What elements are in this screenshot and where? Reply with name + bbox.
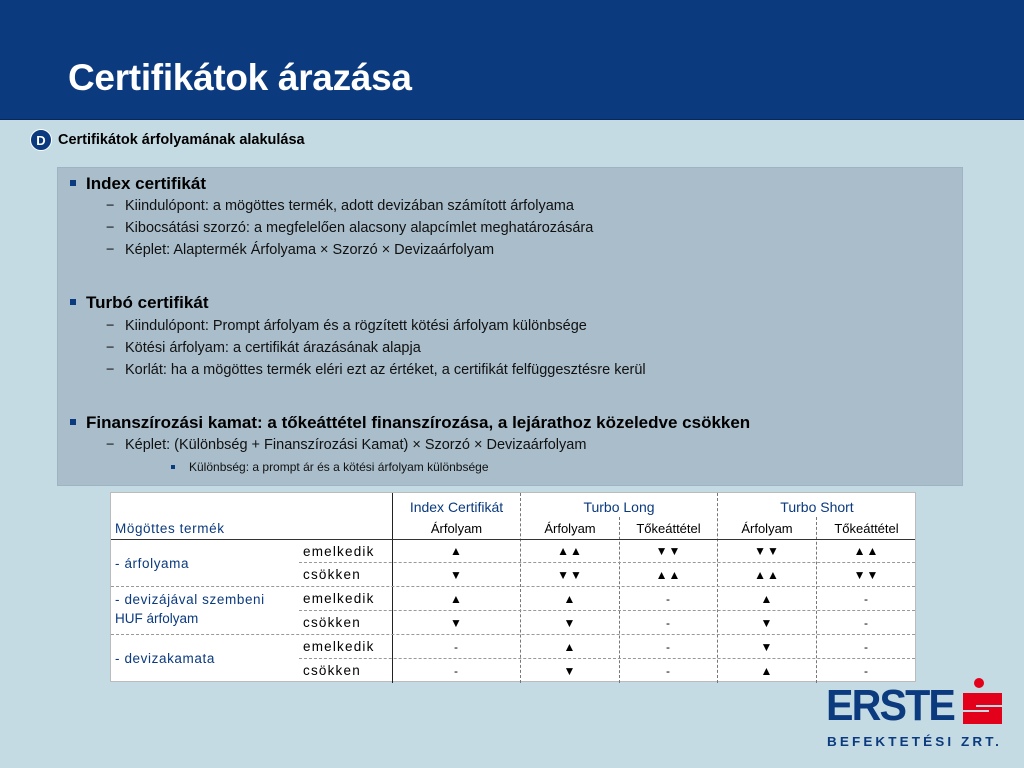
slide-title: Certifikátok árazása <box>68 57 412 98</box>
sub-item-text: Kötési árfolyam: a certifikát árazásának alapja <box>125 340 421 356</box>
sub-item: − Képlet: (Különbség + Finanszírozási Kamat) × Szorzó × Devizaárfolyam <box>106 437 587 453</box>
table-cell: ▲▲ <box>655 567 682 582</box>
direction-label: csökken <box>303 615 361 630</box>
bullet-square-icon <box>70 419 76 425</box>
erste-logo-graphic <box>826 676 1006 756</box>
slide-header <box>0 0 1024 120</box>
svg-text:BEFEKTETÉSI ZRT.: BEFEKTETÉSI ZRT. <box>827 734 1002 749</box>
sub-header: Tőkeáttétel <box>636 521 701 536</box>
sub-header: Árfolyam <box>430 521 483 536</box>
bullet-title: Index certifikát <box>86 174 206 193</box>
table-cell: ▼ <box>450 615 463 630</box>
bullet-finanszirozasi-kamat <box>70 413 750 433</box>
table-cell: - <box>864 591 869 606</box>
bullet-title: Finanszírozási kamat: a tőkeáttétel finanszírozása, a lejárathoz közeledve csökken <box>86 413 751 432</box>
table-cell: ▲ <box>563 591 577 606</box>
group-header: Turbo Short <box>780 499 854 515</box>
direction-label: emelkedik <box>303 639 375 654</box>
sub-item-text: Képlet: (Különbség + Finanszírozási Kamat) × Szorzó × Devizaárfolyam <box>125 437 587 453</box>
table-cell: ▲ <box>450 544 463 558</box>
erste-s-symbol <box>963 678 1002 724</box>
bullet-square-icon <box>70 180 76 186</box>
sub-item-text: Kiindulópont: a mögöttes termék, adott devizában számított árfolyama <box>125 198 574 214</box>
sub-header: Tőkeáttétel <box>834 521 899 536</box>
table-cell: ▲ <box>450 591 463 606</box>
table-cell: ▲ <box>563 639 577 654</box>
sub-item: − Korlát: ha a mögöttes termék eléri ezt az értéket, a certifikát felfüggesztésre kerül <box>106 362 646 378</box>
table-cell: ▼ <box>760 639 774 654</box>
table-cell: ▼▼ <box>853 567 880 582</box>
bullet-index-certifikat <box>70 174 206 194</box>
sub-item: − Kiindulópont: a mögöttes termék, adott devizában számított árfolyama <box>106 198 574 214</box>
table-cell: ▲▲ <box>557 544 583 558</box>
row-label: HUF árfolyam <box>115 610 199 626</box>
table-cell: ▼▼ <box>754 544 780 558</box>
table-cell: - <box>666 663 671 678</box>
bullet-square-icon <box>70 299 76 305</box>
table-cell: ▼▼ <box>557 567 583 582</box>
row-label: - devizakamata <box>115 650 215 666</box>
sub-item-text: Képlet: Alaptermék Árfolyama × Szorzó × Devizaárfolyam <box>125 242 495 258</box>
table-cell: - <box>864 663 869 678</box>
group-header: Turbo Long <box>583 499 655 515</box>
direction-label: emelkedik <box>303 591 375 606</box>
content-box <box>57 167 963 486</box>
table-cell: - <box>666 615 671 630</box>
sub-item: − Kiindulópont: Prompt árfolyam és a rögzített kötési árfolyam különbsége <box>106 318 587 334</box>
section-title: Certifikátok árfolyamának alakulása <box>58 132 305 148</box>
table-cell: ▲▲ <box>853 544 880 558</box>
table-cell: ▲ <box>760 663 774 678</box>
direction-label: emelkedik <box>303 543 375 559</box>
svg-text:ERSTE: ERSTE <box>826 681 955 730</box>
erste-logo <box>826 676 1006 756</box>
table-cell: ▼ <box>450 567 463 582</box>
sub-item: − Képlet: Alaptermék Árfolyama × Szorzó × Devizaárfolyam <box>106 242 495 258</box>
sub-item-text: Kibocsátási szorzó: a megfelelően alacsony alapcímlet meghatározására <box>125 220 594 236</box>
bullet-title: Turbó certifikát <box>86 293 209 312</box>
table-cell: - <box>864 639 869 654</box>
table-cell: ▲▲ <box>754 567 780 582</box>
table-cell: - <box>666 591 671 606</box>
table-cell: - <box>864 615 869 630</box>
sub-item-text: Kiindulópont: Prompt árfolyam és a rögzített kötési árfolyam különbsége <box>125 318 587 334</box>
table-cell: ▼ <box>760 615 774 630</box>
row-label: - devizájával szembeni <box>115 591 265 607</box>
section-badge: D <box>30 129 52 151</box>
direction-label: csökken <box>303 663 361 678</box>
table-cell: ▼ <box>563 615 577 630</box>
table-cell: ▼ <box>563 663 577 678</box>
sub-item: − Kötési árfolyam: a certifikát árazásának alapja <box>106 340 421 356</box>
sub-header: Árfolyam <box>741 521 793 536</box>
sensitivity-table <box>110 492 916 682</box>
row-label: - árfolyama <box>115 555 190 571</box>
section-heading <box>30 129 305 151</box>
table-cell: - <box>666 639 671 654</box>
sub-sub-item <box>171 460 489 474</box>
table-cell: - <box>454 639 459 654</box>
sub-header: Árfolyam <box>544 521 596 536</box>
sub-item: − Kibocsátási szorzó: a megfelelően alacsony alapcímlet meghatározására <box>106 220 594 236</box>
bullet-turbo-certifikat <box>70 293 208 313</box>
bullet-square-icon <box>171 465 175 469</box>
table-cell: ▼▼ <box>655 544 682 558</box>
corner-label: Mögöttes termék <box>115 520 225 536</box>
group-header: Index Certifikát <box>409 499 504 515</box>
sub-sub-item-text: Különbség: a prompt ár és a kötési árfolyam különbsége <box>189 460 489 474</box>
direction-label: csökken <box>303 567 361 582</box>
table-cell: - <box>454 663 459 678</box>
sub-item-text: Korlát: ha a mögöttes termék eléri ezt az értéket, a certifikát felfüggesztésre kerül <box>125 362 646 378</box>
table-cell: ▲ <box>760 591 774 606</box>
